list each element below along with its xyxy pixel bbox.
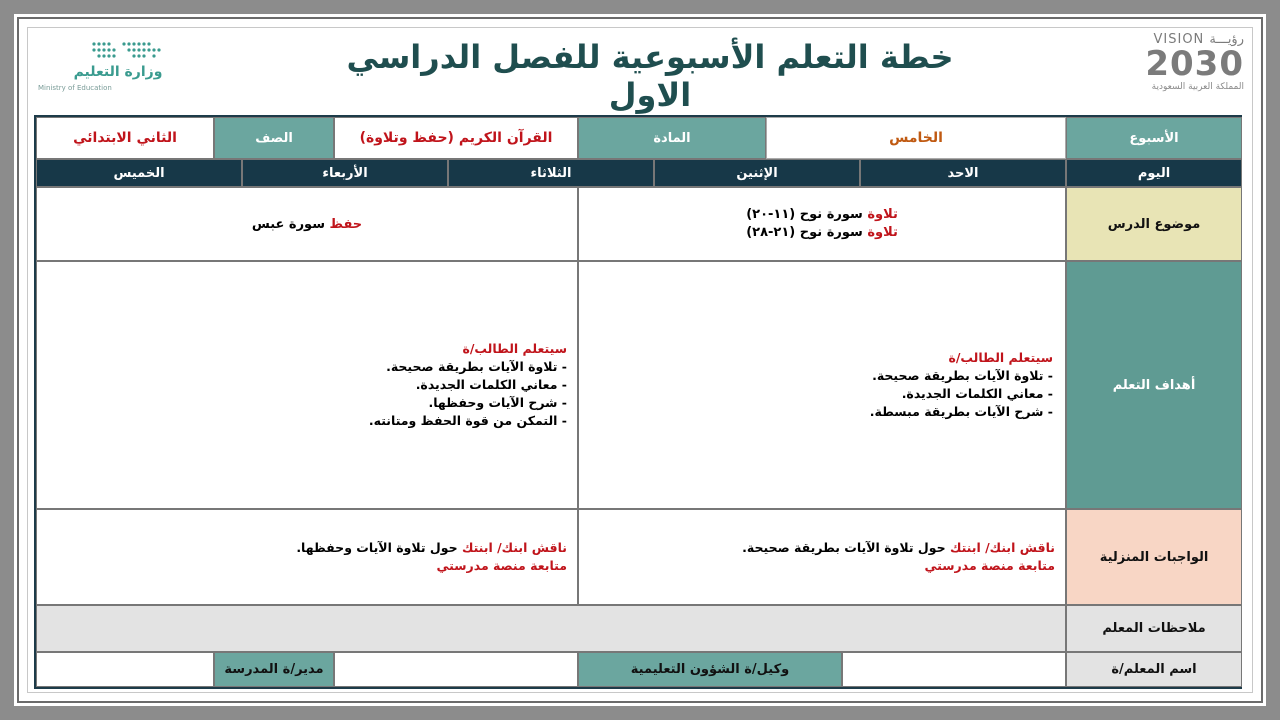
homework-label: الواجبات المنزلية [1066,509,1242,605]
vision-2030-logo [1100,30,1250,100]
day-thursday: الخميس [36,159,242,187]
teacher-notes-label: ملاحظات المعلم [1066,605,1242,652]
week-value: الخامس [889,130,943,146]
homework-right-line-2: متابعة منصة مدرستي [924,558,1055,573]
lesson-topic-label: موضوع الدرس [1066,187,1242,261]
lesson-topic-line-1: تلاوة سورة نوح (١١-٢٠) [746,207,898,222]
class-label: الصف [214,117,334,159]
ministry-logo-icon [88,40,178,60]
vision-year: 2030 [1145,44,1244,84]
objectives-left-item: - شرح الآيات وحفظها. [428,395,567,410]
principal-label: مدير/ة المدرسة [214,652,334,687]
objectives-left-item: - معاني الكلمات الجديدة. [415,377,567,392]
lesson-topic-right [578,187,1066,261]
week-value-cell [766,117,1066,159]
objectives-left-heading: سيتعلم الطالب/ة [462,341,567,356]
vision-label: VISION رؤيـــة [1153,32,1244,47]
lesson-topic-left-prefix: حفظ [329,216,363,232]
lesson-topic-left [36,187,578,261]
deputy-label: وكيل/ة الشؤون التعليمية [578,652,842,687]
objectives-right [578,261,1066,509]
day-sunday: الاحد [860,159,1066,187]
subject-value: القرآن الكريم (حفظ وتلاوة) [359,130,553,146]
lesson-topic-line-2: تلاوة سورة نوح (٢١-٢٨) [746,225,898,240]
homework-left-line-2: متابعة منصة مدرستي [436,558,567,573]
teacher-name-label: اسم المعلم/ة [1066,652,1242,687]
lesson-topic-left-text: سورة عبس [251,216,330,232]
page-title: خطة التعلم الأسبوعية للفصل الدراسي الاول [346,38,954,114]
objectives-label: أهداف التعلم [1066,261,1242,509]
principal-name-field[interactable] [36,652,214,687]
class-value: الثاني الابتدائي [73,130,177,146]
homework-right-line-1: ناقش ابنك/ ابنتك حول تلاوة الآيات بطريقة صحيحة. [742,540,1055,555]
weekly-plan-table [34,115,1242,689]
homework-left [36,509,578,605]
objectives-left [36,261,578,509]
homework-left-line-1: ناقش ابنك/ ابنتك حول تلاوة الآيات وحفظها. [296,540,567,555]
objectives-right-item: - معاني الكلمات الجديدة. [901,386,1053,401]
class-value-cell [36,117,214,159]
subject-value-cell [334,117,578,159]
day-monday: الإثنين [654,159,860,187]
day-wednesday: الأربعاء [242,159,448,187]
day-tuesday: الثلاثاء [448,159,654,187]
vision-country: المملكة العربية السعودية [1151,82,1244,92]
teacher-notes-field[interactable] [36,605,1066,652]
deputy-name-field[interactable] [334,652,578,687]
homework-right [578,509,1066,605]
objectives-left-item: - التمكن من قوة الحفظ ومتانته. [368,413,567,428]
header [30,30,1250,114]
objectives-right-item: - تلاوة الآيات بطريقة صحيحة. [872,368,1053,383]
week-label: الأسبوع [1066,117,1242,159]
ministry-name-ar: وزارة التعليم [73,64,163,80]
objectives-left-item: - تلاوة الآيات بطريقة صحيحة. [386,359,567,374]
ministry-logo [38,34,188,98]
objectives-right-item: - شرح الآيات بطريقة مبسطة. [869,404,1053,419]
objectives-right-heading: سيتعلم الطالب/ة [948,350,1053,365]
ministry-name-en: Ministry of Education [38,84,112,92]
subject-label: المادة [578,117,766,159]
teacher-name-field[interactable] [842,652,1066,687]
day-label: اليوم [1066,159,1242,187]
